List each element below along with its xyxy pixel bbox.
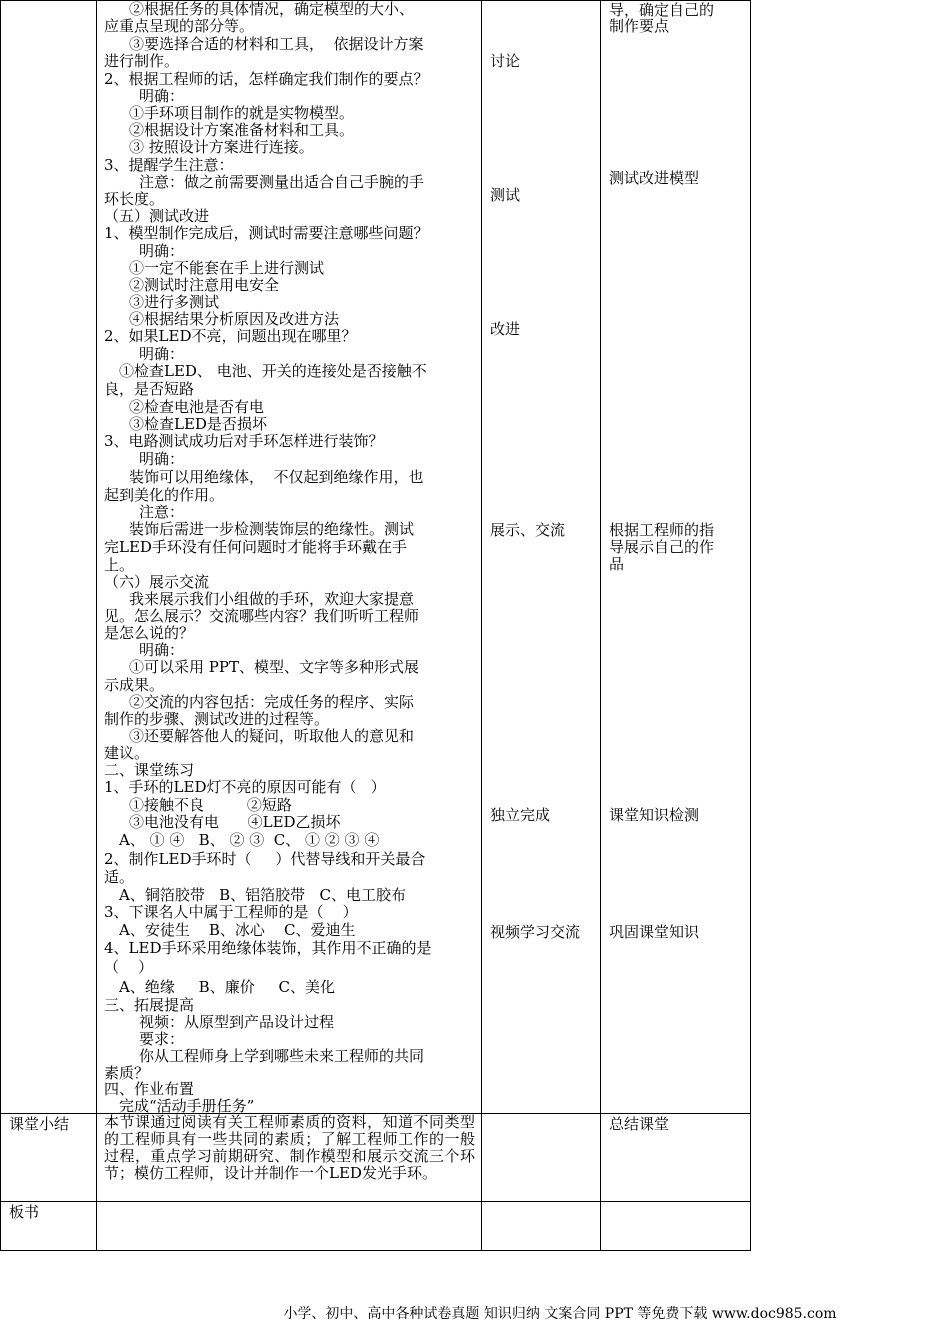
content-line: 我来展示我们小组做的手环，欢迎大家提意 <box>129 590 415 608</box>
content-line: 应重点呈现的部分等。 <box>104 17 255 35</box>
intent-label: 品 <box>609 555 625 573</box>
content-line: 注意： <box>139 503 185 521</box>
content-line: 3、提醒学生注意： <box>104 156 234 174</box>
content-line: 2、制作LED手环时（ ）代替导线和开关最合 <box>104 850 426 868</box>
intent-label: 导，确定自己的 <box>609 1 715 19</box>
content-line: 要求： <box>139 1030 185 1048</box>
board-row <box>1 1202 751 1251</box>
content-line: 4、LED手环采用绝缘体装饰，其作用不正确的是 <box>104 939 432 957</box>
content-line: 良，是否短路 <box>104 380 195 398</box>
content-line: 明确： <box>139 345 185 363</box>
content-line: （ ） <box>104 958 154 976</box>
content-line: ②根据任务的具体情况，确定模型的大小、 <box>129 0 415 18</box>
board-label: 板书 <box>9 1203 40 1221</box>
summary-row <box>1 1114 751 1202</box>
content-line: ②根据设计方案准备材料和工具。 <box>129 121 355 139</box>
content-line: 2、根据工程师的话，怎样确定我们制作的要点？ <box>104 70 429 88</box>
summary-intent: 总结课堂 <box>609 1115 670 1133</box>
content-line: 是怎么说的？ <box>104 624 195 642</box>
summary-empty-cell <box>482 1114 601 1202</box>
board-empty-cell-2 <box>601 1202 751 1251</box>
intent-label: 根据工程师的指 <box>609 521 715 539</box>
content-line: A、绝缘 B、廉价 C、美化 <box>119 978 336 996</box>
content-line: 注意：做之前需要测量出适合自己手腕的手 <box>139 173 425 191</box>
content-line: （五）测试改进 <box>104 207 210 225</box>
content-line: 2、如果LED不亮，问题出现在哪里？ <box>104 327 357 345</box>
teaching-process-row <box>1 1 751 1114</box>
board-empty-cell <box>482 1202 601 1251</box>
activity-label: 视频学习交流 <box>490 923 581 941</box>
row-label-cell <box>1 1 97 1114</box>
content-line: ①手环项目制作的就是实物模型。 <box>129 104 355 122</box>
board-content-cell <box>97 1202 482 1251</box>
content-line: ①可以采用 PPT、模型、文字等多种形式展 <box>129 658 419 676</box>
content-line: ③还要解答他人的疑问，听取他人的意见和 <box>129 727 415 745</box>
intent-label: 巩固课堂知识 <box>609 923 700 941</box>
content-line: 环长度。 <box>104 190 165 208</box>
content-line: ③检查LED是否损坏 <box>129 415 267 433</box>
content-line: 上。 <box>104 556 135 574</box>
content-line: A、 ① ④ B、 ② ③ C、 ① ② ③ ④ <box>119 831 380 849</box>
content-line: ④根据结果分析原因及改进方法 <box>129 310 340 328</box>
activity-label: 测试 <box>490 186 521 204</box>
content-line: ③进行多测试 <box>129 293 220 311</box>
content-line: 进行制作。 <box>104 52 180 70</box>
content-line: ③电池没有电 ④LED乙损坏 <box>129 813 341 831</box>
content-line: ②检查电池是否有电 <box>129 398 265 416</box>
content-line: 完成“活动手册任务” <box>119 1097 255 1115</box>
content-line: 建议。 <box>104 744 150 762</box>
activity-label: 展示、交流 <box>490 521 566 539</box>
teaching-content-cell <box>97 1 482 1114</box>
intent-label: 制作要点 <box>609 17 670 35</box>
student-activity-cell <box>482 1 601 1114</box>
content-line: 二、课堂练习 <box>104 761 195 779</box>
content-line: 明确： <box>139 450 185 468</box>
content-line: ③ 按照设计方案进行连接。 <box>129 138 314 156</box>
activity-label: 改进 <box>490 320 521 338</box>
content-line: 四、作业布置 <box>104 1080 195 1098</box>
content-line: 装饰可以用绝缘体， 不仅起到绝缘作用，也 <box>129 468 424 486</box>
content-line: 明确： <box>139 641 185 659</box>
content-line: 你从工程师身上学到哪些未来工程师的共同 <box>139 1047 425 1065</box>
content-line: （六）展示交流 <box>104 573 210 591</box>
content-line: 三、拓展提高 <box>104 996 195 1014</box>
content-line: 明确： <box>139 87 185 105</box>
content-line: ②交流的内容包括：完成任务的程序、实际 <box>129 693 415 711</box>
content-line: 见。怎么展示？交流哪些内容？我们听听工程师 <box>104 607 420 625</box>
activity-label: 讨论 <box>490 52 521 70</box>
summary-content: 本节课通过阅读有关工程师素质的资料，知道不同类型的工程师具有一些共同的素质；了解工程师工作的一般过程，重点学习前期研究、制作模型和展示交流三个环节；模仿工程师，设计并制作一个LED发光手环。 <box>104 1113 475 1182</box>
content-line: ②测试时注意用电安全 <box>129 276 280 294</box>
content-line: 明确： <box>139 242 185 260</box>
summary-label: 课堂小结 <box>9 1115 70 1133</box>
content-line: A、安徒生 B、冰心 C、爱迪生 <box>119 921 356 939</box>
content-line: 适。 <box>104 868 135 886</box>
intent-label: 测试改进模型 <box>609 169 700 187</box>
content-line: 起到美化的作用。 <box>104 486 225 504</box>
content-line: 1、手环的LED灯不亮的原因可能有（ ） <box>104 778 386 796</box>
content-line: 素质？ <box>104 1064 150 1082</box>
content-line: ①检查LED、 电池、开关的连接处是否接触不 <box>119 362 427 380</box>
content-line: ①一定不能套在手上进行测试 <box>129 259 325 277</box>
content-line: ①接触不良 ②短路 <box>129 796 292 814</box>
content-line: 1、模型制作完成后，测试时需要注意哪些问题？ <box>104 224 429 242</box>
content-line: ③要选择合适的材料和工具， 依据设计方案 <box>129 35 424 53</box>
content-line: 3、电路测试成功后对手环怎样进行装饰？ <box>104 432 384 450</box>
activity-label: 独立完成 <box>490 806 551 824</box>
content-line: A、铜箔胶带 B、铝箔胶带 C、电工胶布 <box>119 886 406 904</box>
content-line: 视频：从原型到产品设计过程 <box>139 1013 335 1031</box>
page-footer: 小学、初中、高中各种试卷真题 知识归纳 文案合同 PPT 等免费下载 www.doc985.com <box>283 1306 837 1322</box>
content-line: 完LED手环没有任何问题时才能将手环戴在手 <box>104 538 407 556</box>
content-line: 示成果。 <box>104 676 165 694</box>
content-line: 3、下课名人中属于工程师的是（ ） <box>104 903 358 921</box>
intent-label: 课堂知识检测 <box>609 806 700 824</box>
content-line: 装饰后需进一步检测装饰层的绝缘性。测试 <box>129 520 415 538</box>
intent-label: 导展示自己的作 <box>609 538 715 556</box>
design-intent-cell <box>601 1 751 1114</box>
content-line: 制作的步骤、测试改进的过程等。 <box>104 710 330 728</box>
